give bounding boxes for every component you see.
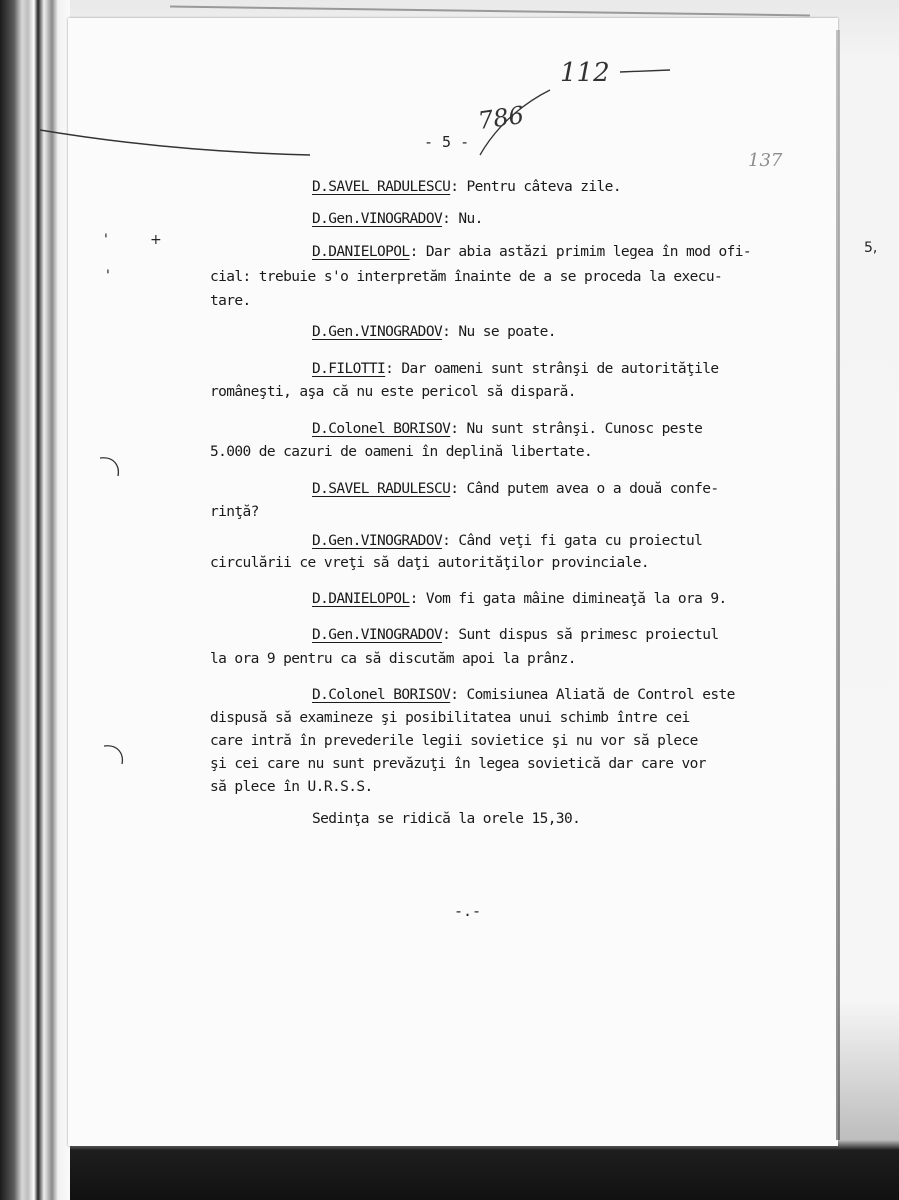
entry-continuation: româneşti, aşa că nu este pericol să dispară. — [210, 384, 576, 400]
speaker-name: D.Colonel BORISOV — [312, 421, 451, 437]
speaker-name: D.Gen.VINOGRADOV — [312, 324, 443, 340]
entry-continuation: la ora 9 pentru ca să discutăm apoi la prânz. — [210, 651, 576, 667]
entry-text: : Vom fi gata mâine dimineaţă la ora 9. — [409, 591, 727, 607]
transcript-entry — [312, 176, 621, 198]
page-number: - 5 - — [424, 133, 470, 151]
entry-continuation: 5.000 de cazuri de oameni în deplină libertate. — [210, 444, 593, 460]
transcript-entry — [312, 530, 702, 552]
transcript-entry — [312, 478, 719, 500]
stamp-number: 137 — [748, 150, 783, 171]
end-mark: -.- — [454, 902, 482, 920]
handwritten-top-number: 112 — [560, 58, 610, 88]
entry-text: : Nu sunt strânşi. Cunosc peste — [450, 421, 703, 437]
speaker-name: D.Gen.VINOGRADOV — [312, 627, 443, 643]
entry-text: : Dar abia astăzi primim legea în mod ofi- — [409, 244, 752, 260]
transcript-entry — [312, 624, 719, 646]
sheet-top-edge — [170, 6, 810, 17]
transcript-entry — [312, 684, 735, 706]
entry-continuation: circulării ce vreţi să daţi autorităţilor provinciale. — [210, 555, 650, 571]
binding-hole-mark — [100, 740, 130, 770]
entry-text: : Dar oameni sunt strânşi de autorităţile — [385, 361, 719, 377]
pencil-curve-mark — [40, 110, 320, 170]
transcript-entry — [312, 321, 556, 343]
transcript-entry — [312, 588, 727, 610]
speaker-name: D.Gen.VINOGRADOV — [312, 533, 443, 549]
entry-continuation: şi cei care nu sunt prevăzuţi în legea sovietică dar care vor — [210, 756, 706, 772]
entry-continuation: să plece în U.R.S.S. — [210, 779, 373, 795]
margin-tick: 5, — [864, 240, 878, 256]
entry-continuation: dispusă să examineze şi posibilitatea unui schimb între cei — [210, 710, 690, 726]
right-page-edge — [836, 30, 840, 1140]
closing-line: Sedinţa se ridică la orele 15,30. — [312, 811, 581, 827]
entry-continuation: cial: trebuie s'o interpretăm înainte de a se proceda la execu- — [210, 269, 723, 285]
speaker-name: D.SAVEL RADULESCU — [312, 179, 451, 195]
speaker-name: D.SAVEL RADULESCU — [312, 481, 451, 497]
entry-text: : Când putem avea o a două confe- — [450, 481, 719, 497]
transcript-entry — [312, 241, 751, 263]
entry-text: : Nu. — [442, 211, 483, 227]
transcript-entry — [312, 418, 702, 440]
speaker-name: D.DANIELOPOL — [312, 591, 410, 607]
margin-tick: ' — [104, 232, 108, 248]
entry-text: : Când veţi fi gata cu proiectul — [442, 533, 703, 549]
entry-text: : Comisiunea Aliată de Control este — [450, 687, 735, 703]
handwritten-page-number: 786 — [476, 100, 526, 136]
entry-text: : Nu se poate. — [442, 324, 556, 340]
entry-continuation: care intră în prevederile legii sovietice şi nu vor să plece — [210, 733, 698, 749]
entry-continuation: tare. — [210, 293, 251, 309]
binding-hole-mark — [96, 452, 126, 482]
entry-text: : Sunt dispus să primesc proiectul — [442, 627, 719, 643]
transcript-entry — [312, 208, 483, 230]
transcript-entry — [312, 358, 719, 380]
speaker-name: D.Colonel BORISOV — [312, 687, 451, 703]
binding-edge — [0, 0, 70, 1200]
margin-tick: ' — [106, 268, 110, 284]
speaker-name: D.Gen.VINOGRADOV — [312, 211, 443, 227]
speaker-name: D.FILOTTI — [312, 361, 386, 377]
speaker-name: D.DANIELOPOL — [312, 244, 410, 260]
entry-text: : Pentru câteva zile. — [450, 179, 621, 195]
margin-tick: + — [150, 232, 162, 248]
entry-continuation: rinţă? — [210, 504, 259, 520]
